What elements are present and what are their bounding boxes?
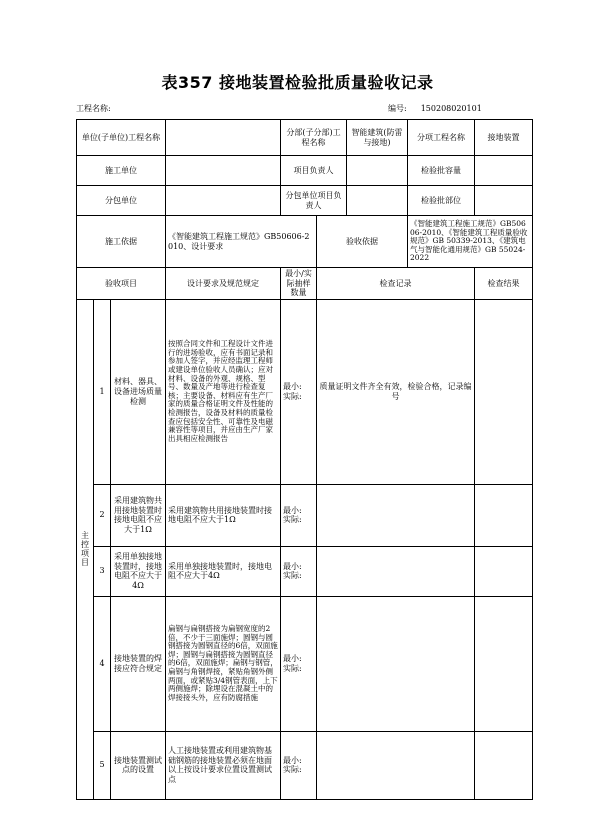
row-record [317, 731, 475, 799]
sub-pm-label: 分包单位项目负责人 [281, 186, 347, 216]
row-requirement: 采用单独接地装置时，接地电阻不应大于4Ω [166, 546, 281, 596]
project-name-label: 工程名称: [76, 104, 111, 113]
number-value: 150208020101 [420, 104, 482, 113]
row-record [317, 596, 475, 731]
row-requirement: 人工接地装置或利用建筑物基础钢筋的接地装置必须在地面以上按设计要求位置设置测试点 [166, 731, 281, 799]
capacity-label: 检验批容量 [408, 156, 475, 186]
acceptance-value: 《智能建筑工程施工规范》GB50606-2010、《智能建筑工程质量验收规范》GB 50339-2013、《建筑电气与智能化通用规范》GB 55024-2022 [408, 216, 533, 268]
row-requirement: 按照合同文件和工程设计文件进行的进场验收，应有书面记录和参加人签字，并应经监理工程师或建设单位验收人员确认；应对材料、设备的外观、规格、型号、数量及产地等进行检查复核；主要设备、材料应有生产厂家的质量合格证明文件及性能的检测报告，设备及材料的质量检查应包括安全性、可靠性及电磁兼容性等项目，并应由生产厂家出具相应检测报告 [166, 299, 281, 484]
row-no: 3 [94, 546, 111, 596]
unit-value[interactable] [166, 120, 281, 156]
row-no: 4 [94, 596, 111, 731]
col-item: 验收项目 [77, 268, 166, 300]
number-field [388, 103, 482, 114]
pm-value[interactable] [347, 156, 408, 186]
min-label: 最小: [283, 505, 302, 515]
sub-pm-value[interactable] [347, 186, 408, 216]
actual-label: 实际: [283, 571, 302, 581]
row-item: 接地装置的焊接应符合规定 [111, 596, 166, 731]
construction-unit-value[interactable] [166, 156, 281, 186]
part-label: 检验批部位 [408, 186, 475, 216]
actual-label: 实际: [283, 391, 302, 401]
part-value[interactable] [475, 186, 533, 216]
min-label: 最小: [283, 654, 302, 664]
row-record [317, 546, 475, 596]
row-result[interactable] [475, 299, 533, 484]
row-sample [281, 484, 317, 546]
pm-label: 项目负责人 [281, 156, 347, 186]
row-item: 材料、器具、设备进场质量检测 [111, 299, 166, 484]
table-row [77, 596, 533, 731]
actual-label: 实际: [283, 515, 302, 525]
actual-label: 实际: [283, 663, 302, 673]
row-requirement: 扁钢与扁钢搭接为扁钢宽度的2倍，不少于三面施焊；圆钢与圆钢搭接为圆钢直径的6倍，双面施焊；圆钢与扁钢搭接为圆钢直径的6倍，双面施焊；扁钢与钢管，扁钢与角钢焊接，紧贴角钢外侧两面，或紧贴3/4钢管表面，上下两侧施焊；除埋设在混凝土中的焊接接头外，应有防腐措施 [166, 596, 281, 731]
table-row [77, 299, 533, 484]
min-label: 最小: [283, 382, 302, 392]
row-no: 5 [94, 731, 111, 799]
table-row [77, 484, 533, 546]
sub-label: 分部(子分部)工程名称 [281, 120, 347, 156]
row-item: 接地装置测试点的设置 [111, 731, 166, 799]
page-title: 表357 接地装置检验批质量验收记录 [161, 73, 434, 92]
main-label [77, 299, 94, 799]
col-result: 检查结果 [475, 268, 533, 300]
row-requirement: 采用建筑物共用接地装置时接地电阻不应大于1Ω [166, 484, 281, 546]
row-result[interactable] [475, 596, 533, 731]
basis-value: 《智能建筑工程施工规范》GB50606-2010、设计要求 [166, 216, 317, 268]
row-record [317, 484, 475, 546]
sub-value: 智能建筑(防雷与接地) [347, 120, 408, 156]
inspection-table [76, 119, 533, 800]
col-record: 检查记录 [317, 268, 475, 300]
table-row [77, 546, 533, 596]
acceptance-label: 验收依据 [317, 216, 408, 268]
basis-label: 施工依据 [77, 216, 166, 268]
row-sample [281, 299, 317, 484]
unit-label: 单位(子单位)工程名称 [77, 120, 166, 156]
capacity-value[interactable] [475, 156, 533, 186]
item-value: 接地装置 [475, 120, 533, 156]
construction-unit-label: 施工单位 [77, 156, 166, 186]
main-label-text: 主控项目 [81, 530, 89, 568]
subcontract-label: 分包单位 [77, 186, 166, 216]
col-requirement: 设计要求及规范规定 [166, 268, 281, 300]
row-record: 质量证明文件齐全有效，检验合格，记录编号 [317, 299, 475, 484]
actual-label: 实际: [283, 765, 302, 775]
row-sample [281, 731, 317, 799]
row-no: 2 [94, 484, 111, 546]
row-result[interactable] [475, 731, 533, 799]
table-row [77, 731, 533, 799]
row-result[interactable] [475, 484, 533, 546]
number-label: 编号: [388, 104, 407, 113]
row-sample [281, 596, 317, 731]
row-item: 采用建筑物共用接地装置时接地电阻不应大于1Ω [111, 484, 166, 546]
item-label: 分项工程名称 [408, 120, 475, 156]
row-sample [281, 546, 317, 596]
subcontract-value[interactable] [166, 186, 281, 216]
min-label: 最小: [283, 755, 302, 765]
col-sample: 最小/实际抽样数量 [281, 268, 317, 300]
row-no: 1 [94, 299, 111, 484]
min-label: 最小: [283, 561, 302, 571]
row-result[interactable] [475, 546, 533, 596]
row-item: 采用单独接地装置时，接地电阻不应大于4Ω [111, 546, 166, 596]
